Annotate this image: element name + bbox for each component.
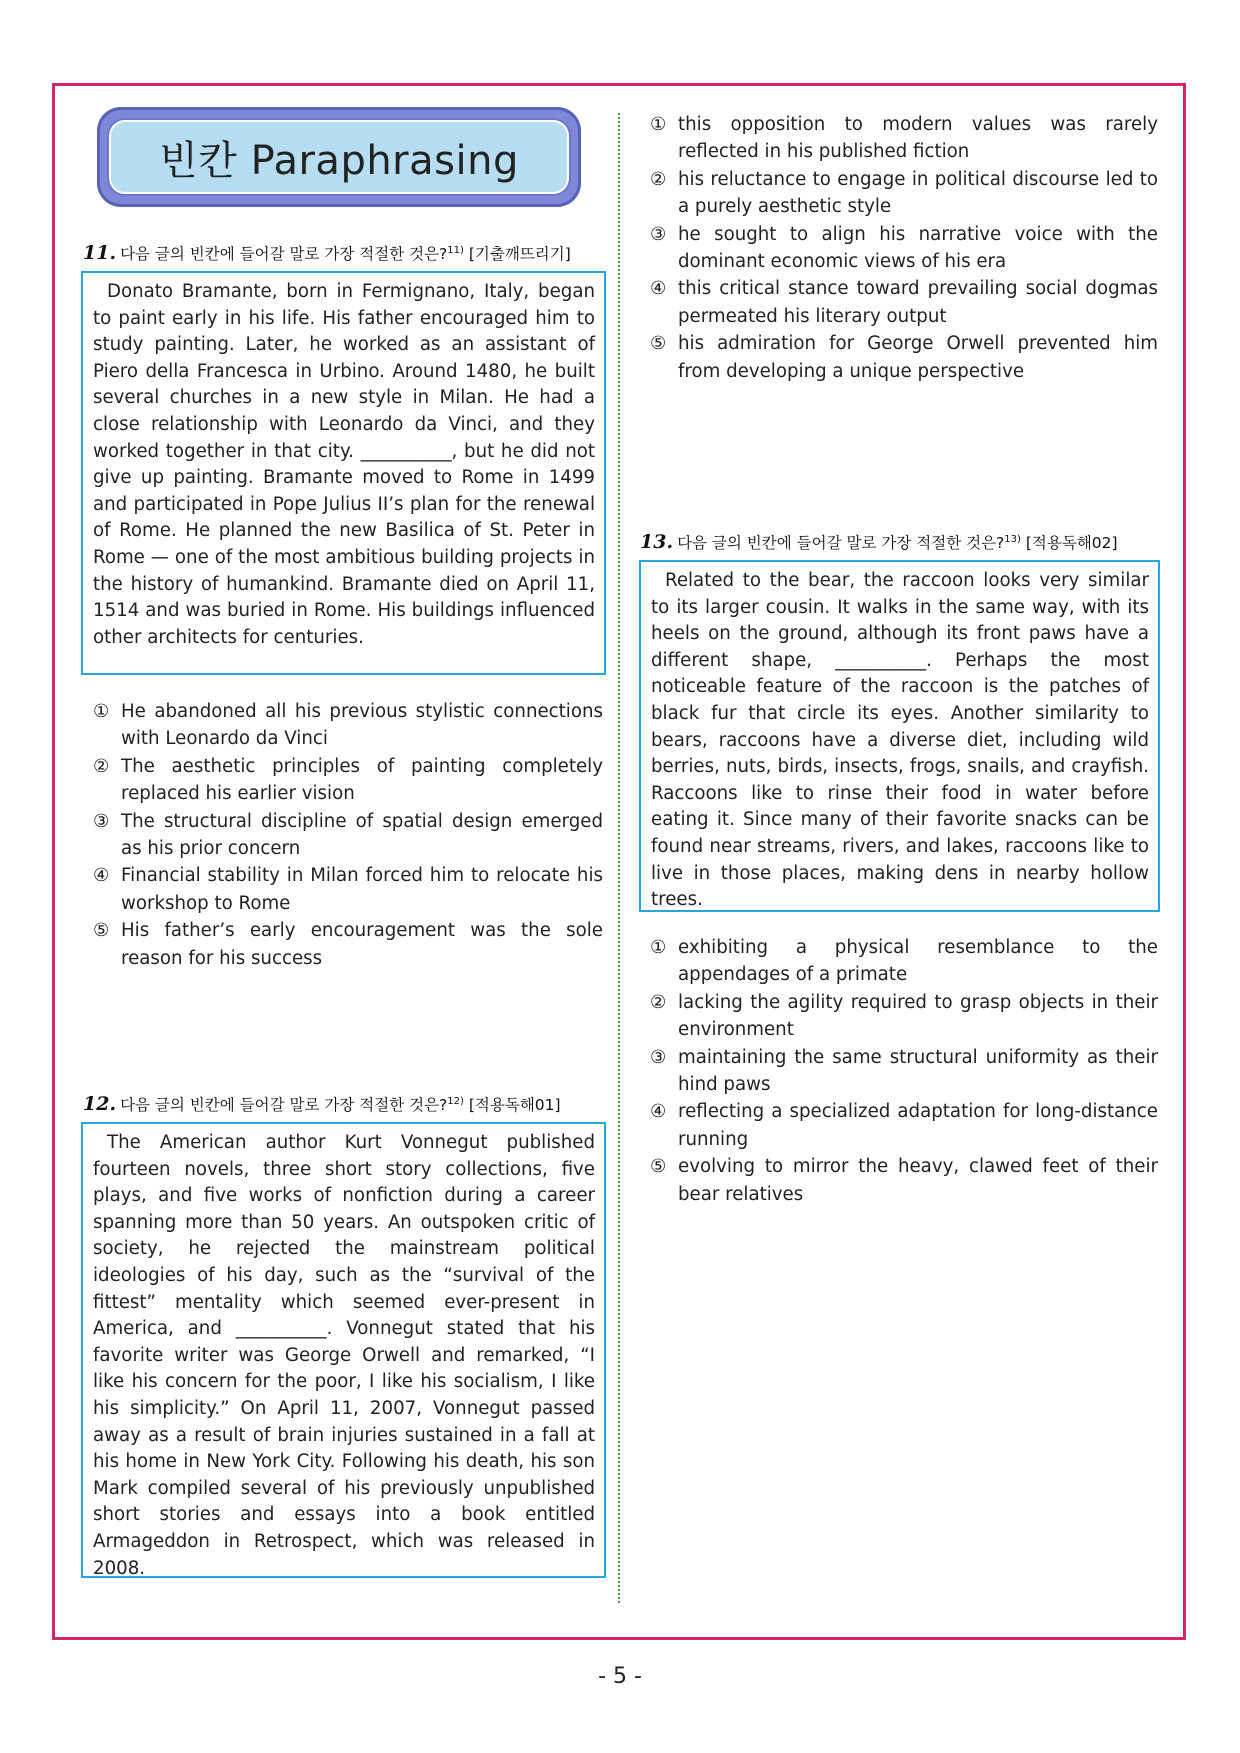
question-prompt: 다음 글의 빈칸에 들어갈 말로 가장 적절한 것은? (677, 534, 1005, 552)
option-marker: ① (650, 114, 667, 135)
question-13-passage-box (639, 560, 1160, 912)
column-divider (618, 113, 620, 1603)
option-text: Financial stability in Milan forced him to relocate his workshop to Rome (121, 865, 603, 914)
option-marker: ④ (93, 865, 110, 887)
option-text: reflecting a specialized adaptation for long-distance running (678, 1101, 1158, 1150)
option-text: evolving to mirror the heavy, clawed feet of their bear relatives (678, 1156, 1158, 1205)
option-3[interactable] (650, 221, 1158, 276)
option-marker: ② (650, 168, 667, 190)
question-13-options (650, 934, 1158, 1208)
question-number: 13. (640, 531, 674, 553)
question-prompt: 다음 글의 빈칸에 들어갈 말로 가장 적절한 것은? (120, 245, 448, 263)
option-marker: ③ (650, 223, 667, 245)
option-text: lacking the agility required to grasp objects in their environment (678, 991, 1158, 1041)
question-11-header (83, 242, 571, 264)
question-11-options (93, 698, 603, 972)
option-marker: ③ (650, 1046, 667, 1068)
option-2[interactable] (650, 989, 1158, 1044)
option-text: his admiration for George Orwell prevented him from developing a unique perspective (678, 333, 1158, 382)
option-marker: ② (650, 991, 667, 1013)
passage-text: The American author Kurt Vonnegut published fourteen novels, three short story collections, five plays, and five works of nonfiction during a career spanning more than 50 years. An outspoken critic of society, he rejected the mainstream political ideologies of his day, such as the “survival of the fittest” mentality which seemed ever-present in America, and __________. Vonnegut stated that his favorite writer was George Orwell and remarked, “I like his concern for the poor, I like his socialism, I like his simplicity.” On April 11, 2007, Vonnegut passed away as a result of brain injuries sustained in a fall at his home in New York City. Following his death, his son Mark compiled several of his previously unpublished short stories and essays into a book entitled Armageddon in Retrospect, which was released in 2008. (93, 1132, 595, 1579)
footnote-ref: 12) (447, 1095, 464, 1107)
option-text: he sought to align his narrative voice with the dominant economic views of his era (678, 223, 1158, 273)
option-marker: ③ (93, 810, 110, 832)
question-source: [적용독해01] (468, 1096, 561, 1114)
question-12-passage-box (81, 1122, 606, 1578)
passage-text: Donato Bramante, born in Fermignano, Italy, began to paint early in his life. His father encouraged him to study painting. Later, he worked as an assistant of Piero della Francesca in Urbino. Around 1480, he built several churches in a new style in Milan. He had a close relationship with Leonardo da Vinci, and they worked together in that city. __________, but he did not give up painting. Bramante moved to Rome in 1499 and participated in Pope Julius II’s plan for the renewal of Rome. He planned the new Basilica of St. Peter in Rome — one of the most ambitious building projects in the history of humankind. Bramante died on April 11, 1514 and was buried in Rome. His buildings influenced other architects for centuries. (93, 281, 595, 648)
option-marker: ⑤ (650, 333, 667, 355)
option-1[interactable] (650, 934, 1158, 989)
question-13-header (640, 531, 1118, 553)
section-title-inner (109, 120, 569, 194)
option-5[interactable] (650, 1153, 1158, 1208)
option-4[interactable] (650, 275, 1158, 330)
question-source: [기출깨뜨리기] (468, 245, 571, 263)
section-title-badge (97, 107, 581, 207)
footnote-ref: 13) (1004, 533, 1021, 545)
option-marker: ⑤ (93, 920, 110, 942)
option-5[interactable] (93, 917, 603, 972)
section-title: 빈칸 Paraphrasing (159, 137, 519, 184)
option-1[interactable] (93, 698, 603, 753)
option-text: this opposition to modern values was rarely reflected in his published fiction (678, 114, 1158, 163)
option-marker: ① (93, 701, 110, 722)
option-text: His father’s early encouragement was the sole reason for his success (121, 920, 603, 969)
option-5[interactable] (650, 330, 1158, 385)
option-text: exhibiting a physical resemblance to the appendages of a primate (678, 937, 1158, 986)
option-text: his reluctance to engage in political discourse led to a purely aesthetic style (678, 168, 1158, 218)
option-text: The aesthetic principles of painting completely replaced his earlier vision (121, 755, 603, 805)
option-2[interactable] (650, 166, 1158, 221)
question-prompt: 다음 글의 빈칸에 들어갈 말로 가장 적절한 것은? (120, 1096, 448, 1114)
option-2[interactable] (93, 753, 603, 808)
option-text: He abandoned all his previous stylistic connections with Leonardo da Vinci (121, 701, 603, 750)
option-text: maintaining the same structural uniformity as their hind paws (678, 1046, 1158, 1096)
question-12-options (650, 111, 1158, 385)
option-3[interactable] (650, 1044, 1158, 1099)
option-3[interactable] (93, 808, 603, 863)
option-text: The structural discipline of spatial design emerged as his prior concern (121, 810, 603, 860)
passage-text: Related to the bear, the raccoon looks very similar to its larger cousin. It walks in the same way, with its heels on the ground, although its front paws have a different shape, __________. Perhaps the most noticeable feature of the raccoon is the patches of black fur that circle its eyes. Another similarity to bears, raccoons have a diverse diet, including wild berries, nuts, birds, insects, frogs, snails, and crayfish. Raccoons like to rinse their food in water before eating it. Since many of their favorite snacks can be found near streams, rivers, and lakes, raccoons like to live in those places, making dens in nearby hollow trees. (651, 570, 1149, 911)
option-marker: ④ (650, 1101, 667, 1123)
option-marker: ⑤ (650, 1156, 667, 1178)
question-12-header (83, 1093, 561, 1115)
option-marker: ① (650, 937, 667, 958)
footnote-ref: 11) (447, 244, 464, 256)
option-4[interactable] (650, 1098, 1158, 1153)
question-11-passage-box (81, 271, 606, 675)
question-number: 12. (83, 1093, 117, 1115)
option-marker: ② (93, 755, 110, 777)
option-1[interactable] (650, 111, 1158, 166)
option-4[interactable] (93, 862, 603, 917)
page-number: - 5 - (598, 1664, 642, 1689)
question-source: [적용독해02] (1025, 534, 1118, 552)
option-marker: ④ (650, 278, 667, 300)
question-number: 11. (83, 242, 117, 264)
option-text: this critical stance toward prevailing social dogmas permeated his literary output (678, 278, 1158, 327)
